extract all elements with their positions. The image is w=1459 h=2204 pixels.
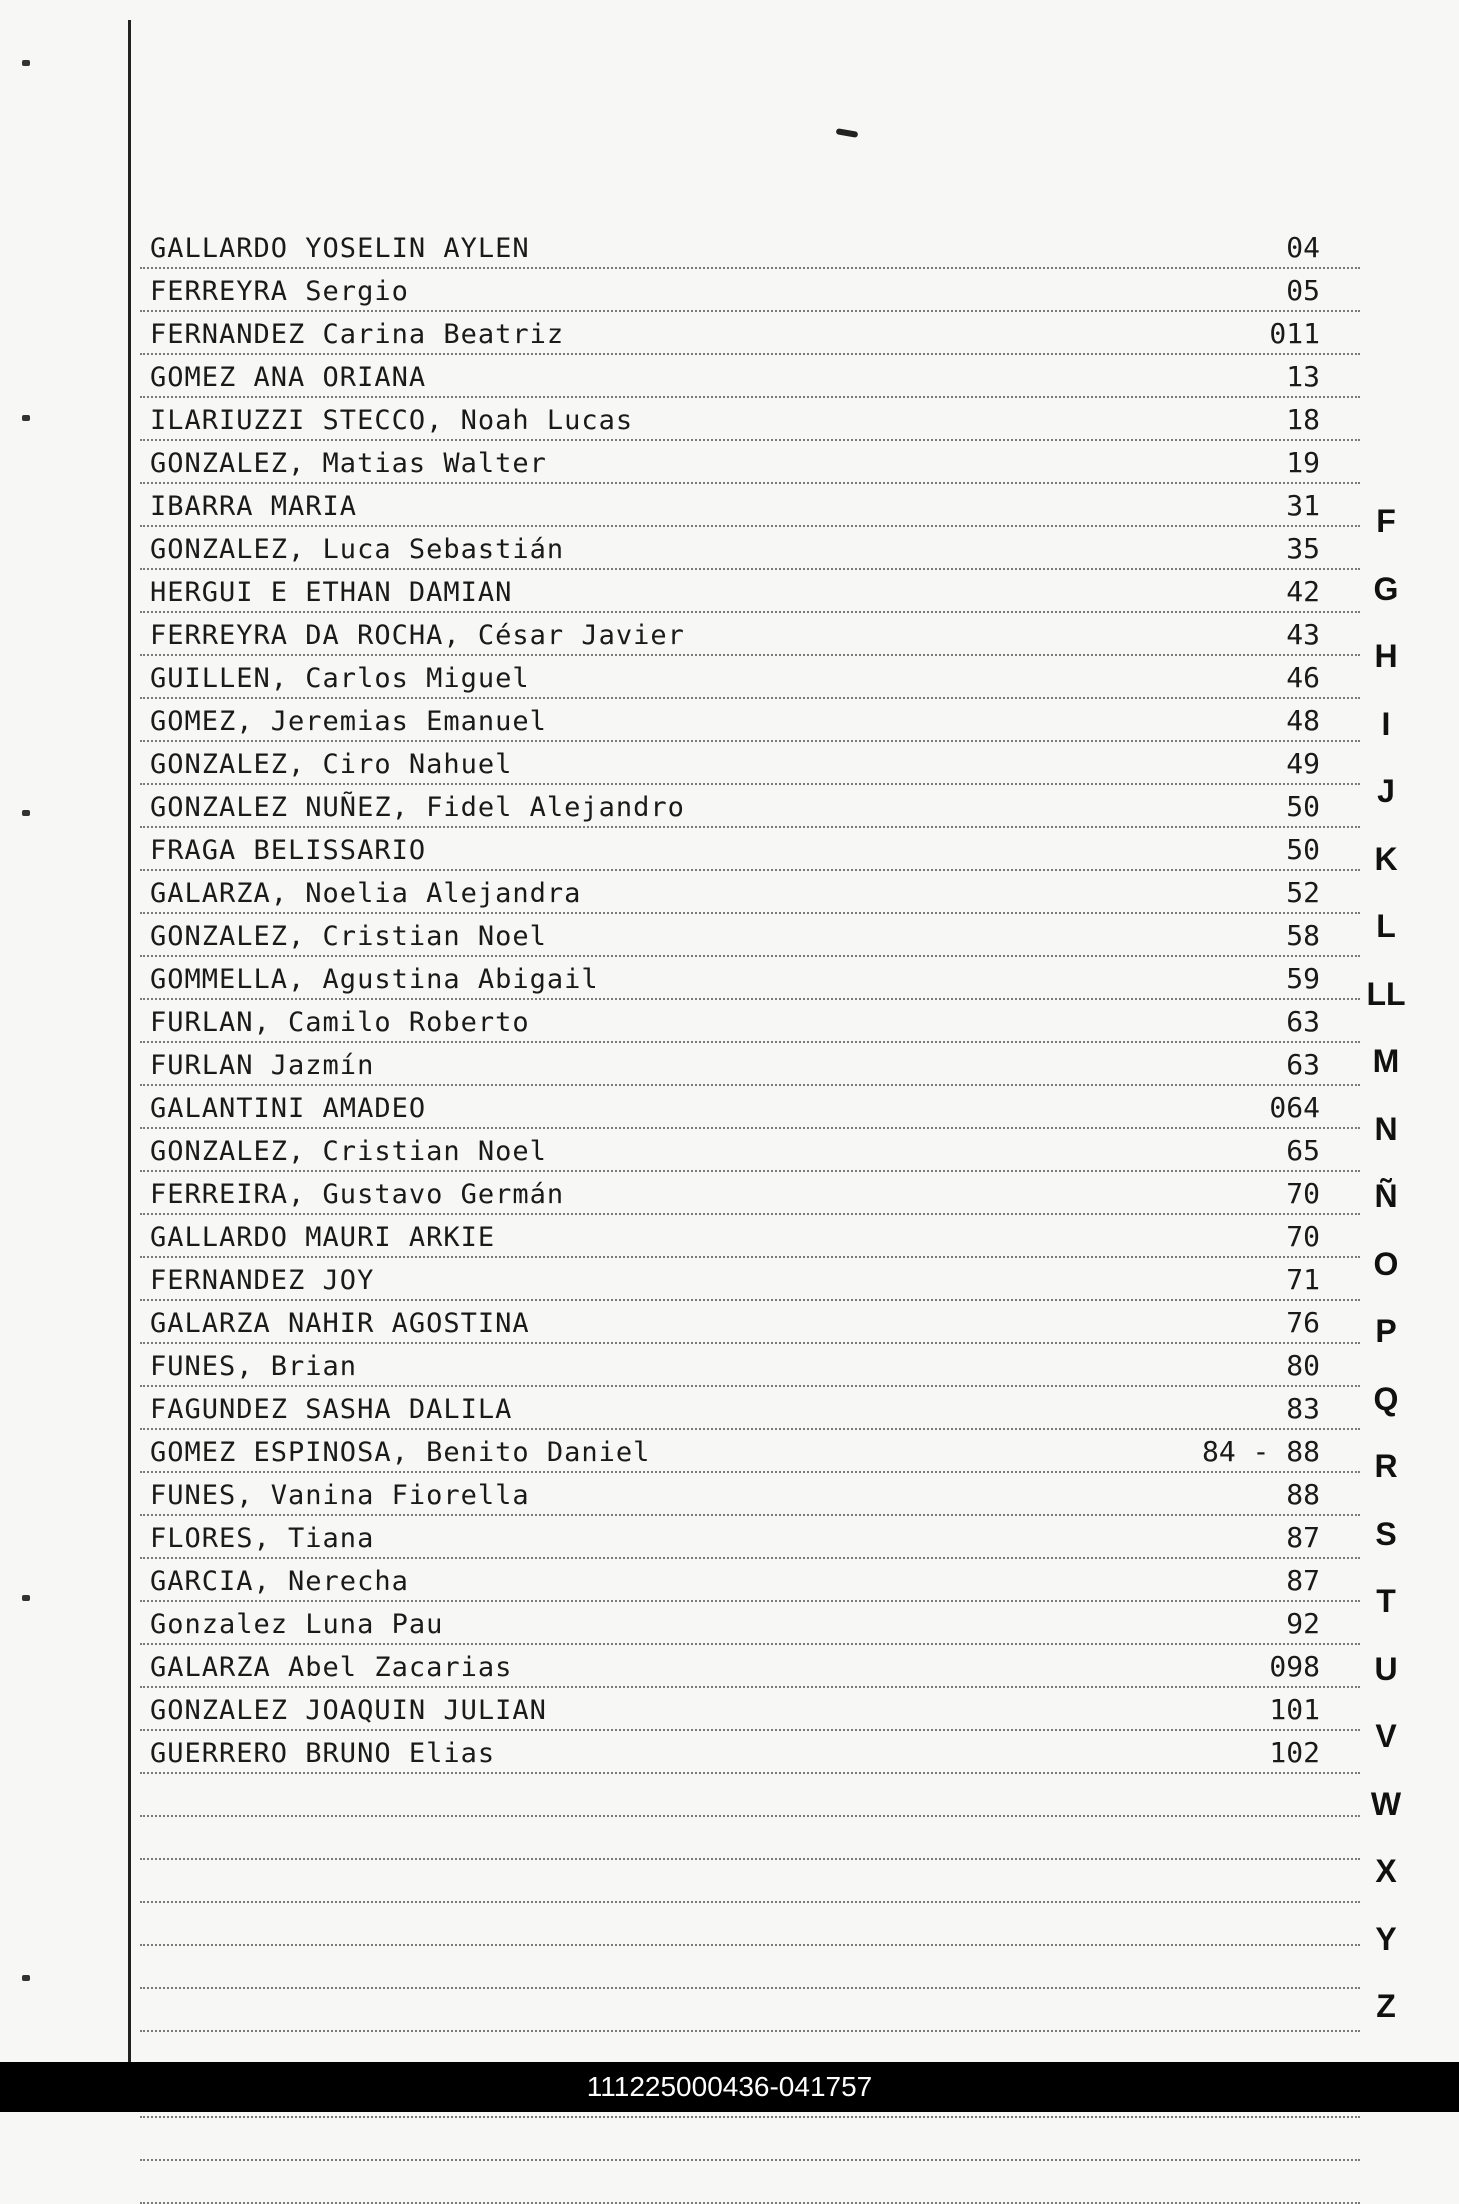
list-item	[140, 312, 1360, 355]
blank-line	[140, 1774, 1360, 1817]
student-number: 70	[1286, 1177, 1320, 1210]
student-name: GONZALEZ, Matias Walter	[150, 448, 547, 479]
list-item	[140, 355, 1360, 398]
list-item	[140, 226, 1360, 269]
index-letter: Ñ	[1374, 1178, 1398, 1214]
index-letter: Z	[1376, 1988, 1396, 2024]
student-name: HERGUI E ETHAN DAMIAN	[150, 577, 513, 608]
student-number: 92	[1286, 1607, 1320, 1640]
list-item	[140, 1301, 1360, 1344]
student-name: FURLAN, Camilo Roberto	[150, 1007, 530, 1038]
student-name: FERNANDEZ JOY	[150, 1265, 375, 1296]
list-item	[140, 1559, 1360, 1602]
student-number: 04	[1286, 231, 1320, 264]
list-item	[140, 441, 1360, 484]
blank-line	[140, 1946, 1360, 1989]
index-letter: O	[1373, 1245, 1399, 1282]
student-name: Gonzalez Luna Pau	[150, 1609, 444, 1640]
student-name: FERNANDEZ Carina Beatriz	[150, 319, 565, 350]
student-number: 19	[1286, 446, 1320, 479]
student-name: GALLARDO MAURI ARKIE	[150, 1222, 496, 1253]
student-name: GARCIA, Nerecha	[150, 1566, 409, 1597]
index-letter: T	[1376, 1583, 1396, 1619]
student-name: FUNES, Vanina Fiorella	[150, 1480, 530, 1511]
student-name: FURLAN Jazmín	[150, 1050, 375, 1081]
blank-line	[140, 1989, 1360, 2032]
blank-line	[140, 1903, 1360, 1946]
index-letter: L	[1376, 908, 1396, 944]
student-name: GALLARDO YOSELIN AYLEN	[150, 233, 530, 264]
list-item	[140, 914, 1360, 957]
student-number: 46	[1286, 661, 1320, 694]
index-letter: G	[1373, 570, 1399, 607]
index-letter: V	[1375, 1718, 1397, 1754]
list-item	[140, 613, 1360, 656]
student-name: GONZALEZ, Cristian Noel	[150, 1136, 547, 1167]
student-number: 102	[1269, 1736, 1320, 1769]
student-number: 42	[1286, 575, 1320, 608]
student-number: 63	[1286, 1005, 1320, 1038]
student-name: FRAGA BELISSARIO	[150, 835, 427, 866]
student-number: 43	[1286, 618, 1320, 651]
student-number: 76	[1286, 1306, 1320, 1339]
index-letter: Y	[1375, 1920, 1397, 1957]
index-letter: K	[1374, 840, 1398, 877]
list-item	[140, 527, 1360, 570]
student-number: 18	[1286, 403, 1320, 436]
student-name: GONZALEZ, Luca Sebastián	[150, 534, 565, 565]
student-name: GOMMELLA, Agustina Abigail	[150, 964, 599, 995]
student-name: GONZALEZ, Cristian Noel	[150, 921, 547, 952]
student-name: GOMEZ ANA ORIANA	[150, 362, 427, 393]
student-number: 52	[1286, 876, 1320, 909]
student-number: 098	[1269, 1650, 1320, 1683]
student-name: GUERRERO BRUNO Elias	[150, 1738, 496, 1769]
binding-hole	[22, 810, 30, 816]
binding-hole	[22, 1595, 30, 1601]
student-name: FERREYRA DA ROCHA, César Javier	[150, 620, 685, 651]
student-number: 87	[1286, 1521, 1320, 1554]
binding-hole	[22, 60, 30, 66]
list-item	[140, 570, 1360, 613]
list-item	[140, 1086, 1360, 1129]
student-number: 70	[1286, 1220, 1320, 1253]
index-letter: H	[1374, 638, 1398, 674]
student-number: 13	[1286, 360, 1320, 393]
list-item	[140, 699, 1360, 742]
list-item	[140, 871, 1360, 914]
binding-hole	[22, 415, 30, 421]
list-item	[140, 398, 1360, 441]
student-name: FERREYRA Sergio	[150, 276, 409, 307]
index-letter: N	[1374, 1110, 1398, 1147]
ink-mark	[836, 128, 859, 138]
student-number: 83	[1286, 1392, 1320, 1425]
student-number: 63	[1286, 1048, 1320, 1081]
blank-line	[140, 2161, 1360, 2204]
student-number: 65	[1286, 1134, 1320, 1167]
student-name: GONZALEZ, Ciro Nahuel	[150, 749, 513, 780]
index-letter: X	[1375, 1853, 1397, 1889]
index-letter: P	[1375, 1313, 1397, 1349]
student-name: ILARIUZZI STECCO, Noah Lucas	[150, 405, 634, 436]
index-letter: Q	[1373, 1380, 1399, 1417]
student-number: 05	[1286, 274, 1320, 307]
list-item	[140, 656, 1360, 699]
list-item	[140, 269, 1360, 312]
list-item	[140, 957, 1360, 1000]
alphabet-index	[1366, 488, 1406, 2041]
student-number: 59	[1286, 962, 1320, 995]
index-letter: F	[1376, 503, 1396, 539]
name-list	[140, 226, 1360, 2204]
index-letter: I	[1381, 705, 1391, 742]
index-letter: S	[1375, 1515, 1397, 1552]
index-letter: U	[1374, 1650, 1398, 1687]
margin-line	[128, 20, 131, 2062]
index-letter: W	[1370, 1785, 1402, 1822]
list-item	[140, 742, 1360, 785]
student-number: 35	[1286, 532, 1320, 565]
list-item	[140, 1387, 1360, 1430]
student-number: 31	[1286, 489, 1320, 522]
index-letter: LL	[1366, 975, 1406, 1012]
student-number: 80	[1286, 1349, 1320, 1382]
student-number: 101	[1269, 1693, 1320, 1726]
blank-line	[140, 1860, 1360, 1903]
list-item	[140, 828, 1360, 871]
student-number: 71	[1286, 1263, 1320, 1296]
list-item	[140, 1516, 1360, 1559]
student-number: 50	[1286, 790, 1320, 823]
student-name: GALARZA NAHIR AGOSTINA	[150, 1308, 530, 1339]
student-name: FUNES, Brian	[150, 1351, 358, 1382]
index-letter: M	[1372, 1043, 1400, 1079]
list-item	[140, 1645, 1360, 1688]
student-name: FLORES, Tiana	[150, 1523, 375, 1554]
list-item	[140, 1344, 1360, 1387]
list-item	[140, 1172, 1360, 1215]
student-name: IBARRA MARIA	[150, 491, 358, 522]
binding-hole	[22, 1975, 30, 1981]
student-number: 84 - 88	[1201, 1435, 1320, 1468]
list-item	[140, 1731, 1360, 1774]
blank-line	[140, 1817, 1360, 1860]
index-letter: J	[1377, 773, 1395, 809]
student-name: FAGUNDEZ SASHA DALILA	[150, 1394, 513, 1425]
student-name: GONZALEZ JOAQUIN JULIAN	[150, 1695, 547, 1726]
list-item	[140, 785, 1360, 828]
list-item	[140, 1688, 1360, 1731]
scan-id-footer: 111225000436-041757	[0, 2062, 1459, 2112]
list-item	[140, 1258, 1360, 1301]
student-number: 011	[1269, 317, 1320, 350]
list-item	[140, 1430, 1360, 1473]
list-item	[140, 1215, 1360, 1258]
list-item	[140, 484, 1360, 527]
student-name: GOMEZ ESPINOSA, Benito Daniel	[150, 1437, 651, 1468]
student-number: 064	[1269, 1091, 1320, 1124]
list-item	[140, 1129, 1360, 1172]
student-number: 48	[1286, 704, 1320, 737]
student-name: FERREIRA, Gustavo Germán	[150, 1179, 565, 1210]
student-number: 87	[1286, 1564, 1320, 1597]
list-item	[140, 1000, 1360, 1043]
list-item	[140, 1473, 1360, 1516]
student-name: GALANTINI AMADEO	[150, 1093, 427, 1124]
blank-line	[140, 2118, 1360, 2161]
student-name: GONZALEZ NUÑEZ, Fidel Alejandro	[150, 792, 685, 823]
student-number: 58	[1286, 919, 1320, 952]
list-item	[140, 1043, 1360, 1086]
student-number: 50	[1286, 833, 1320, 866]
student-name: GALARZA Abel Zacarias	[150, 1652, 513, 1683]
student-name: GOMEZ, Jeremias Emanuel	[150, 706, 547, 737]
student-number: 88	[1286, 1478, 1320, 1511]
student-name: GALARZA, Noelia Alejandra	[150, 878, 582, 909]
student-name: GUILLEN, Carlos Miguel	[150, 663, 530, 694]
list-item	[140, 1602, 1360, 1645]
student-number: 49	[1286, 747, 1320, 780]
index-letter: R	[1374, 1448, 1398, 1484]
